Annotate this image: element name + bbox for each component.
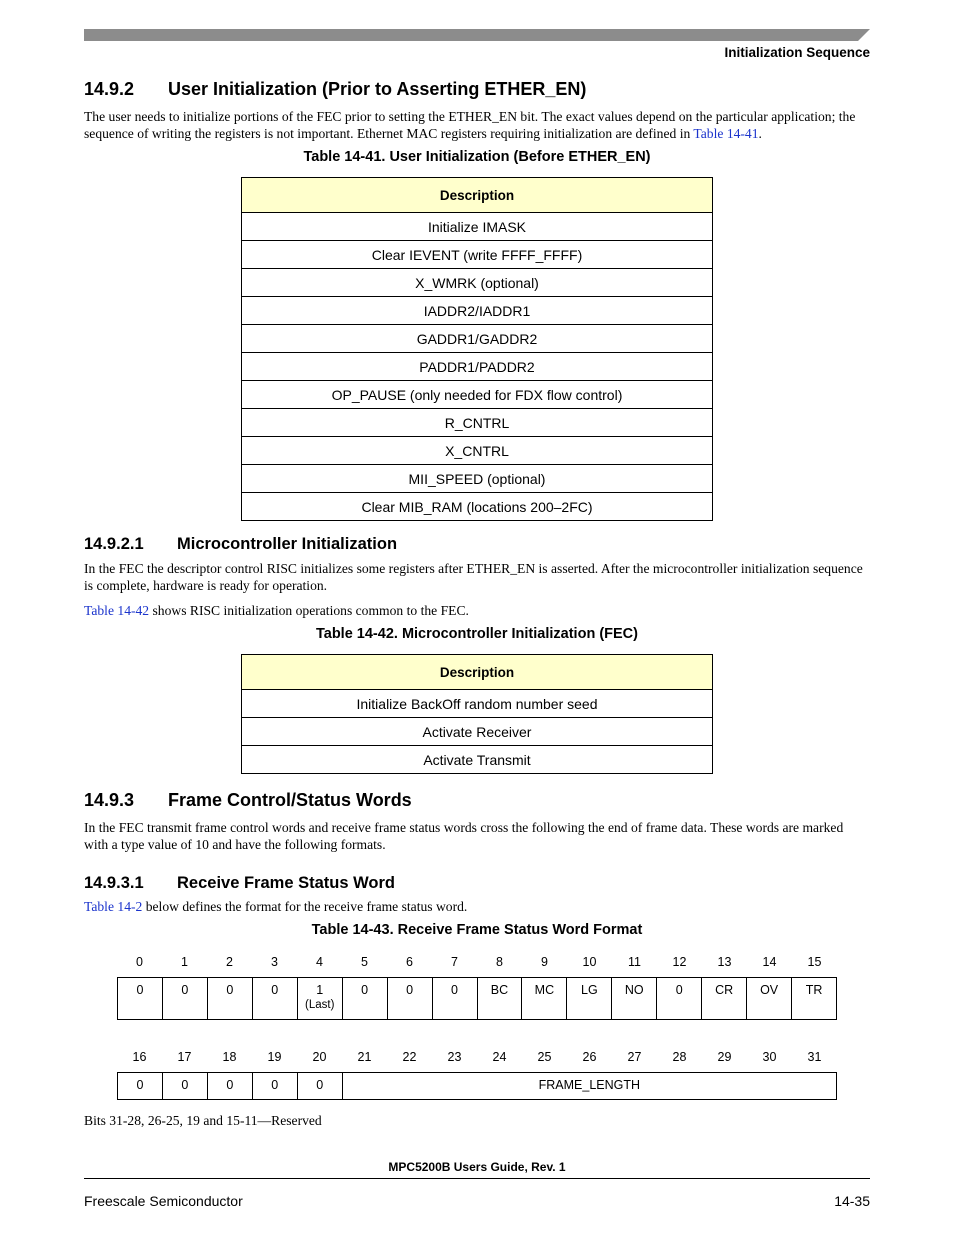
bit-field-note: (Last) <box>305 999 335 1011</box>
bit-numbers-low <box>117 1050 837 1064</box>
bit-field <box>747 978 792 1020</box>
bit-field <box>162 978 207 1020</box>
table-row <box>242 718 713 746</box>
status-word-fields-low <box>117 1072 837 1100</box>
bit-number: 0 <box>136 955 143 969</box>
bit-number: 18 <box>222 1050 237 1064</box>
bit-number: 2 <box>226 955 233 969</box>
bit-field-value: MC <box>534 983 555 997</box>
table-cell: GADDR1/GADDR2 <box>242 325 713 353</box>
bit-number: 17 <box>177 1050 192 1064</box>
frame-length-field <box>342 1073 836 1100</box>
bit-number: 12 <box>672 955 687 969</box>
bit-number: 23 <box>447 1050 462 1064</box>
table-row <box>242 381 713 409</box>
paragraph-text: shows RISC initialization operations common to the FEC. <box>149 603 469 618</box>
bit-field-value: 0 <box>271 983 279 997</box>
footer-divider <box>84 1178 870 1179</box>
bit-field-value: TR <box>805 983 823 997</box>
bit-number: 15 <box>807 955 822 969</box>
section-number: 14.9.3.1 <box>84 874 144 892</box>
section-heading-14-9-3-1 <box>84 874 395 893</box>
table-row <box>242 325 713 353</box>
bit-number: 19 <box>267 1050 282 1064</box>
bit-field <box>522 978 567 1020</box>
bit-field-value: CR <box>715 983 734 997</box>
table-cell: Clear IEVENT (write FFFF_FFFF) <box>242 241 713 269</box>
bit-number: 14 <box>762 955 777 969</box>
bit-field <box>612 978 657 1020</box>
bit-number: 20 <box>312 1050 327 1064</box>
table-caption: Table 14-43. Receive Frame Status Word Format <box>311 922 643 938</box>
footer-company: Freescale Semiconductor <box>84 1193 243 1209</box>
section-paragraph: In the FEC the descriptor control RISC initializes some registers after ETHER_EN is asserted. After the microcontroller initialization sequence is complete, hardware is ready for operation. <box>84 561 863 593</box>
table-caption: Table 14-41. User Initialization (Before ETHER_EN) <box>303 149 651 165</box>
table-row <box>242 437 713 465</box>
table-row <box>242 465 713 493</box>
footer-doc-title: MPC5200B Users Guide, Rev. 1 <box>388 1160 566 1174</box>
user-init-table <box>241 177 713 521</box>
section-paragraph: In the FEC transmit frame control words and receive frame status words cross the following the end of frame data. These words are marked with a type value of 10 and have the following formats. <box>84 820 844 852</box>
section-heading-14-9-3 <box>84 790 412 811</box>
bit-field <box>387 978 432 1020</box>
bit-field <box>118 1073 163 1100</box>
bit-field <box>162 1073 207 1100</box>
table-row <box>242 241 713 269</box>
bit-number: 25 <box>537 1050 552 1064</box>
table-row <box>242 353 713 381</box>
bit-number: 9 <box>541 955 548 969</box>
paragraph-text: The user needs to initialize portions of the FEC prior to setting the ETHER_EN bit. The exact values depend on the particular application; the sequence of writing the registers is not important. Ethernet MAC registers requiring initialization are defined in <box>84 109 856 141</box>
table-header-description: Description <box>242 655 713 690</box>
bit-number: 28 <box>672 1050 687 1064</box>
table-cell: MII_SPEED (optional) <box>242 465 713 493</box>
bit-field <box>207 1073 252 1100</box>
running-head: Initialization Sequence <box>724 45 870 60</box>
section-paragraph <box>84 898 870 915</box>
frame-length-label: FRAME_LENGTH <box>538 1078 641 1092</box>
bit-number: 6 <box>406 955 413 969</box>
table-row <box>242 269 713 297</box>
bit-field-value: 0 <box>675 983 683 997</box>
section-title: User Initialization (Prior to Asserting ETHER_EN) <box>168 79 587 99</box>
bit-number: 26 <box>582 1050 597 1064</box>
table-caption: Table 14-42. Microcontroller Initialization (FEC) <box>315 626 638 642</box>
bit-number: 5 <box>361 955 368 969</box>
bit-number: 4 <box>316 955 323 969</box>
bit-field-value: 0 <box>226 1078 234 1092</box>
bit-field-value: 1 <box>316 983 324 997</box>
table-cell: Initialize BackOff random number seed <box>242 690 713 718</box>
table-cell: OP_PAUSE (only needed for FDX flow control) <box>242 381 713 409</box>
bit-numbers-high <box>117 955 837 969</box>
status-word-fields-high <box>117 977 837 1020</box>
section-paragraph <box>84 108 870 142</box>
section-title: Microcontroller Initialization <box>177 535 398 553</box>
bit-number: 10 <box>582 955 597 969</box>
bit-number: 8 <box>496 955 503 969</box>
bit-field <box>657 978 702 1020</box>
bit-field-value: 0 <box>316 1078 324 1092</box>
table-cell: X_WMRK (optional) <box>242 269 713 297</box>
table-14-2-link[interactable]: Table 14-2 <box>84 899 143 914</box>
bit-number: 11 <box>628 955 641 969</box>
table-cell: Clear MIB_RAM (locations 200–2FC) <box>242 493 713 521</box>
table-row <box>242 746 713 774</box>
bit-field <box>118 978 163 1020</box>
bit-field <box>567 978 612 1020</box>
bit-field <box>792 978 837 1020</box>
table-cell: IADDR2/IADDR1 <box>242 297 713 325</box>
bit-field-value: LG <box>581 983 598 997</box>
microcontroller-init-table <box>241 654 713 774</box>
bit-field-value: 0 <box>361 983 369 997</box>
header-bar <box>84 29 870 41</box>
bit-number: 24 <box>492 1050 507 1064</box>
bit-field-value: NO <box>624 983 644 997</box>
header-bar-graphic <box>84 29 870 41</box>
bit-field <box>252 978 297 1020</box>
bit-field-value: 0 <box>136 983 144 997</box>
table-14-41-link[interactable]: Table 14-41 <box>693 126 759 141</box>
reserved-bits-note: Bits 31-28, 26-25, 19 and 15-11—Reserved <box>84 1113 322 1128</box>
bit-number: 29 <box>717 1050 732 1064</box>
section-title: Receive Frame Status Word <box>177 874 395 892</box>
section-heading-14-9-2 <box>84 79 586 100</box>
bit-number: 7 <box>451 955 458 969</box>
bit-field <box>252 1073 297 1100</box>
bit-number: 16 <box>132 1050 147 1064</box>
bit-field-value: 0 <box>136 1078 144 1092</box>
bit-field-value: OV <box>760 983 779 997</box>
bit-field-value: 0 <box>181 1078 189 1092</box>
bit-field <box>207 978 252 1020</box>
table-row <box>242 213 713 241</box>
bit-field-value: 0 <box>451 983 458 997</box>
section-number: 14.9.2 <box>84 79 135 99</box>
table-cell: X_CNTRL <box>242 437 713 465</box>
table-row <box>242 297 713 325</box>
section-title: Frame Control/Status Words <box>168 790 412 810</box>
section-paragraph <box>84 602 870 619</box>
bit-number: 27 <box>627 1050 642 1064</box>
bit-field-value: 0 <box>226 983 234 997</box>
table-cell: Initialize IMASK <box>242 213 713 241</box>
bit-field <box>432 978 477 1020</box>
bit-number: 22 <box>402 1050 417 1064</box>
bit-field <box>297 1073 342 1100</box>
table-cell: Activate Receiver <box>242 718 713 746</box>
bit-number: 21 <box>357 1050 372 1064</box>
section-number: 14.9.3 <box>84 790 135 810</box>
bit-field-value: 0 <box>271 1078 279 1092</box>
page-number: 14-35 <box>834 1193 870 1209</box>
table-row <box>242 493 713 521</box>
paragraph-text: . <box>758 126 762 141</box>
bit-field-value: 0 <box>406 983 414 997</box>
section-heading-14-9-2-1 <box>84 535 397 554</box>
bit-number: 13 <box>717 955 732 969</box>
bit-field <box>297 978 342 1020</box>
bit-number: 31 <box>807 1050 822 1064</box>
bit-field-value: 0 <box>181 983 189 997</box>
bit-number: 3 <box>271 955 278 969</box>
table-14-42-link[interactable]: Table 14-42 <box>84 603 150 618</box>
table-header-description: Description <box>242 178 713 213</box>
table-cell: Activate Transmit <box>242 746 713 774</box>
table-cell: PADDR1/PADDR2 <box>242 353 713 381</box>
table-row <box>242 690 713 718</box>
bit-field-value: BC <box>490 983 509 997</box>
paragraph-text: below defines the format for the receive frame status word. <box>142 899 468 914</box>
section-number: 14.9.2.1 <box>84 535 144 553</box>
bit-number: 30 <box>762 1050 777 1064</box>
bit-field <box>477 978 522 1020</box>
table-row <box>242 409 713 437</box>
bit-field <box>342 978 387 1020</box>
bit-number: 1 <box>181 955 188 969</box>
bit-field <box>702 978 747 1020</box>
table-cell: R_CNTRL <box>242 409 713 437</box>
